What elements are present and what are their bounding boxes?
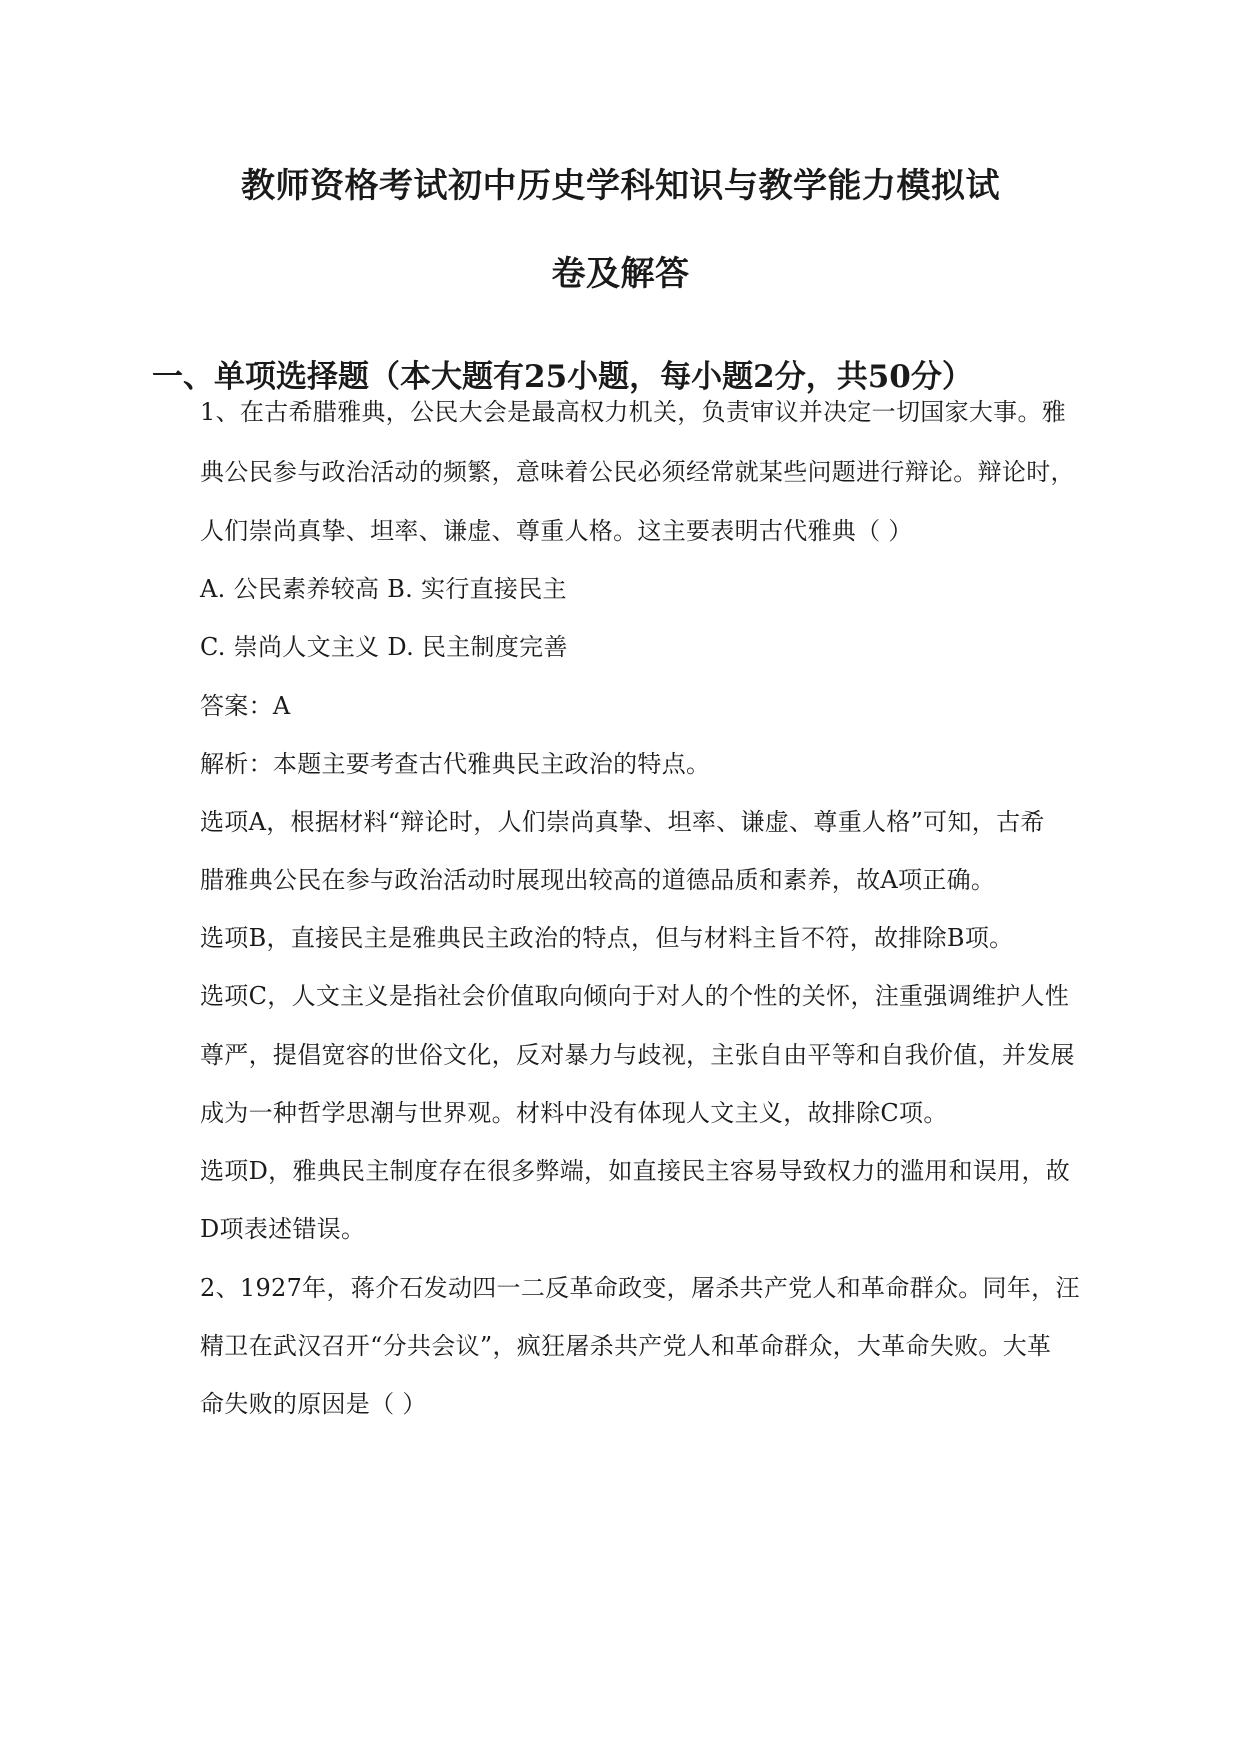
- question-1-analysis-line-9: D项表述错误。: [200, 1215, 366, 1243]
- question-1-options-ab: A. 公民素养较高 B. 实行直接民主: [200, 575, 567, 603]
- question-1-analysis-line-6: 尊严，提倡宽容的世俗文化，反对暴力与歧视，主张自由平等和自我价值，并发展: [200, 1041, 1075, 1069]
- question-1-stem-line-3: 人们崇尚真挚、坦率、谦虚、尊重人格。这主要表明古代雅典（ ）: [200, 517, 913, 545]
- question-2-stem-line-3: 命失败的原因是（ ）: [200, 1390, 427, 1418]
- question-1-analysis-line-1: 解析：本题主要考查古代雅典民主政治的特点。: [200, 750, 711, 778]
- question-1-stem-line-2: 典公民参与政治活动的频繁，意味着公民必须经常就某些问题进行辩论。辩论时，: [200, 458, 1075, 486]
- question-1-answer: 答案：A: [200, 692, 291, 720]
- section-heading: 一、单项选择题（本大题有25小题，每小题2分，共50分）: [152, 359, 973, 395]
- question-1-analysis-line-5: 选项C，人文主义是指社会价值取向倾向于对人的个性的关怀，注重强调维护人性: [200, 982, 1070, 1010]
- question-1-options-cd: C. 崇尚人文主义 D. 民主制度完善: [200, 633, 568, 661]
- question-1-analysis-line-8: 选项D，雅典民主制度存在很多弊端，如直接民主容易导致权力的滥用和误用，故: [200, 1157, 1071, 1185]
- document-title-line-2: 卷及解答: [551, 254, 690, 294]
- question-1-stem-line-1: 1、在古希腊雅典，公民大会是最高权力机关，负责审议并决定一切国家大事。雅: [200, 398, 1067, 426]
- question-1-analysis-line-4: 选项B，直接民主是雅典民主政治的特点，但与材料主旨不符，故排除B项。: [200, 924, 1014, 952]
- question-2-stem-line-1: 2、1927年，蒋介石发动四一二反革命政变，屠杀共产党人和革命群众。同年，汪: [200, 1274, 1080, 1302]
- question-1-analysis-line-2: 选项A，根据材料“辩论时，人们崇尚真挚、坦率、谦虚、尊重人格”可知，古希: [200, 808, 1045, 836]
- question-1-analysis-line-3: 腊雅典公民在参与政治活动时展现出较高的道德品质和素养，故A项正确。: [200, 866, 996, 894]
- question-2-stem-line-2: 精卫在武汉召开“分共会议”，疯狂屠杀共产党人和革命群众，大革命失败。大革: [200, 1332, 1052, 1360]
- document-title-line-1: 教师资格考试初中历史学科知识与教学能力模拟试: [241, 166, 1000, 206]
- question-1-analysis-line-7: 成为一种哲学思潮与世界观。材料中没有体现人文主义，故排除C项。: [200, 1099, 948, 1127]
